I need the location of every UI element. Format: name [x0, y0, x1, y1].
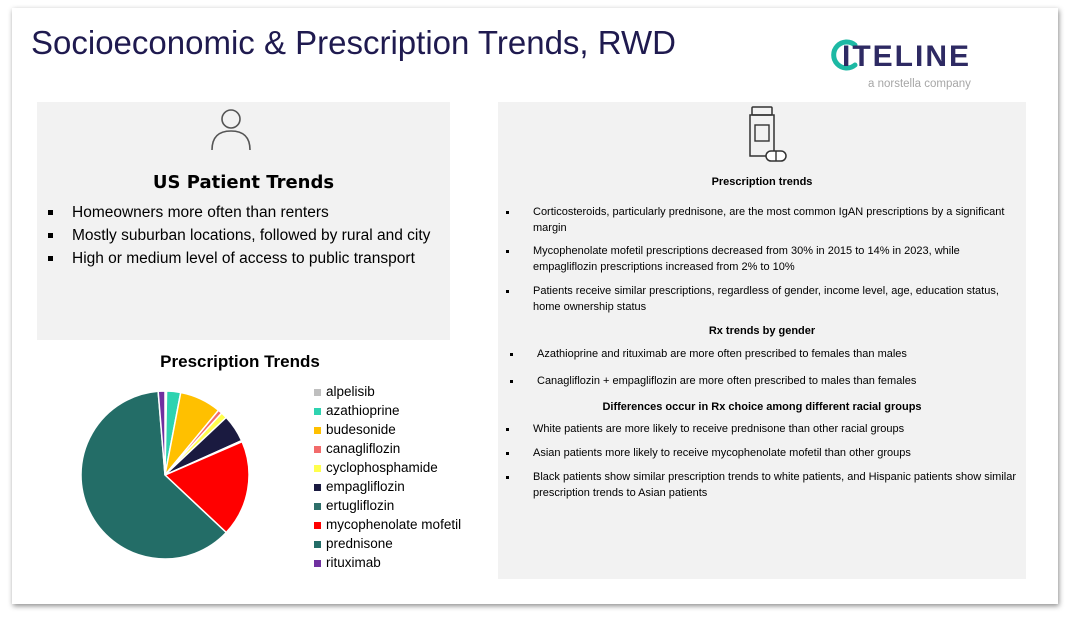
legend-label: mycophenolate mofetil [326, 517, 462, 532]
legend-swatch [314, 522, 321, 529]
legend-swatch [314, 389, 321, 396]
list-item: Azathioprine and rituximab are more often prescribed to females than males [506, 347, 1016, 363]
legend-label: alpelisib [326, 384, 375, 399]
patient-trends-list [46, 202, 446, 271]
list-item: Black patients show similar prescription trends to white patients, and Hispanic patients show similar prescription trends to Asian patients [506, 470, 1016, 501]
list-item: White patients are more likely to receive prednisone than other racial groups [506, 422, 1016, 438]
legend-swatch [314, 560, 321, 567]
person-icon [210, 108, 252, 152]
list-item: Mycophenolate mofetil prescriptions decreased from 30% in 2015 to 14% in 2023, while empagliflozin prescriptions increased from 2% to 10% [506, 244, 1016, 275]
list-item: Asian patients more likely to receive mycophenolate mofetil than other groups [506, 446, 1016, 462]
legend-label: canagliflozin [326, 441, 401, 456]
race-heading: Differences occur in Rx choice among different racial groups [602, 401, 922, 413]
legend-label: cyclophosphamide [326, 460, 438, 475]
legend-swatch [314, 484, 321, 491]
legend-swatch [314, 408, 321, 415]
prescription-trends-panel [498, 102, 1026, 579]
legend-swatch [314, 446, 321, 453]
legend-label: budesonide [326, 422, 396, 437]
legend-label: ertugliflozin [326, 498, 395, 513]
list-item: Homeowners more often than renters [46, 202, 446, 223]
legend-label: prednisone [326, 536, 393, 551]
legend-swatch [314, 503, 321, 510]
list-item: High or medium level of access to public transport [46, 248, 446, 269]
list-item: Corticosteroids, particularly prednisone, are the most common IgAN prescriptions by a significant margin [506, 205, 1016, 236]
list-item: Canagliflozin + empagliflozin are more often prescribed to males than females [506, 374, 1016, 390]
legend-swatch [314, 427, 321, 434]
list-item: Mostly suburban locations, followed by rural and city [46, 225, 446, 246]
legend-swatch [314, 465, 321, 472]
page-title: Socioeconomic & Prescription Trends, RWD [31, 24, 676, 61]
citeline-logo [826, 34, 1016, 94]
legend-label: empagliflozin [326, 479, 405, 494]
legend-swatch [314, 541, 321, 548]
chart-title: Prescription Trends [160, 352, 320, 371]
prescription-trends-heading: Prescription trends [711, 176, 813, 188]
list-item: Patients receive similar prescriptions, regardless of gender, income level, age, education status, home ownership status [506, 284, 1016, 315]
patient-trends-heading: US Patient Trends [152, 172, 335, 193]
logo-tagline: a norstella company [868, 78, 971, 90]
logo-wordmark: ITELINE [842, 40, 972, 73]
gender-heading: Rx trends by gender [708, 325, 816, 337]
pill-bottle-icon [743, 106, 791, 164]
prescription-pie-chart [70, 380, 260, 570]
legend-label: rituximab [326, 555, 381, 570]
legend-label: azathioprine [326, 403, 400, 418]
